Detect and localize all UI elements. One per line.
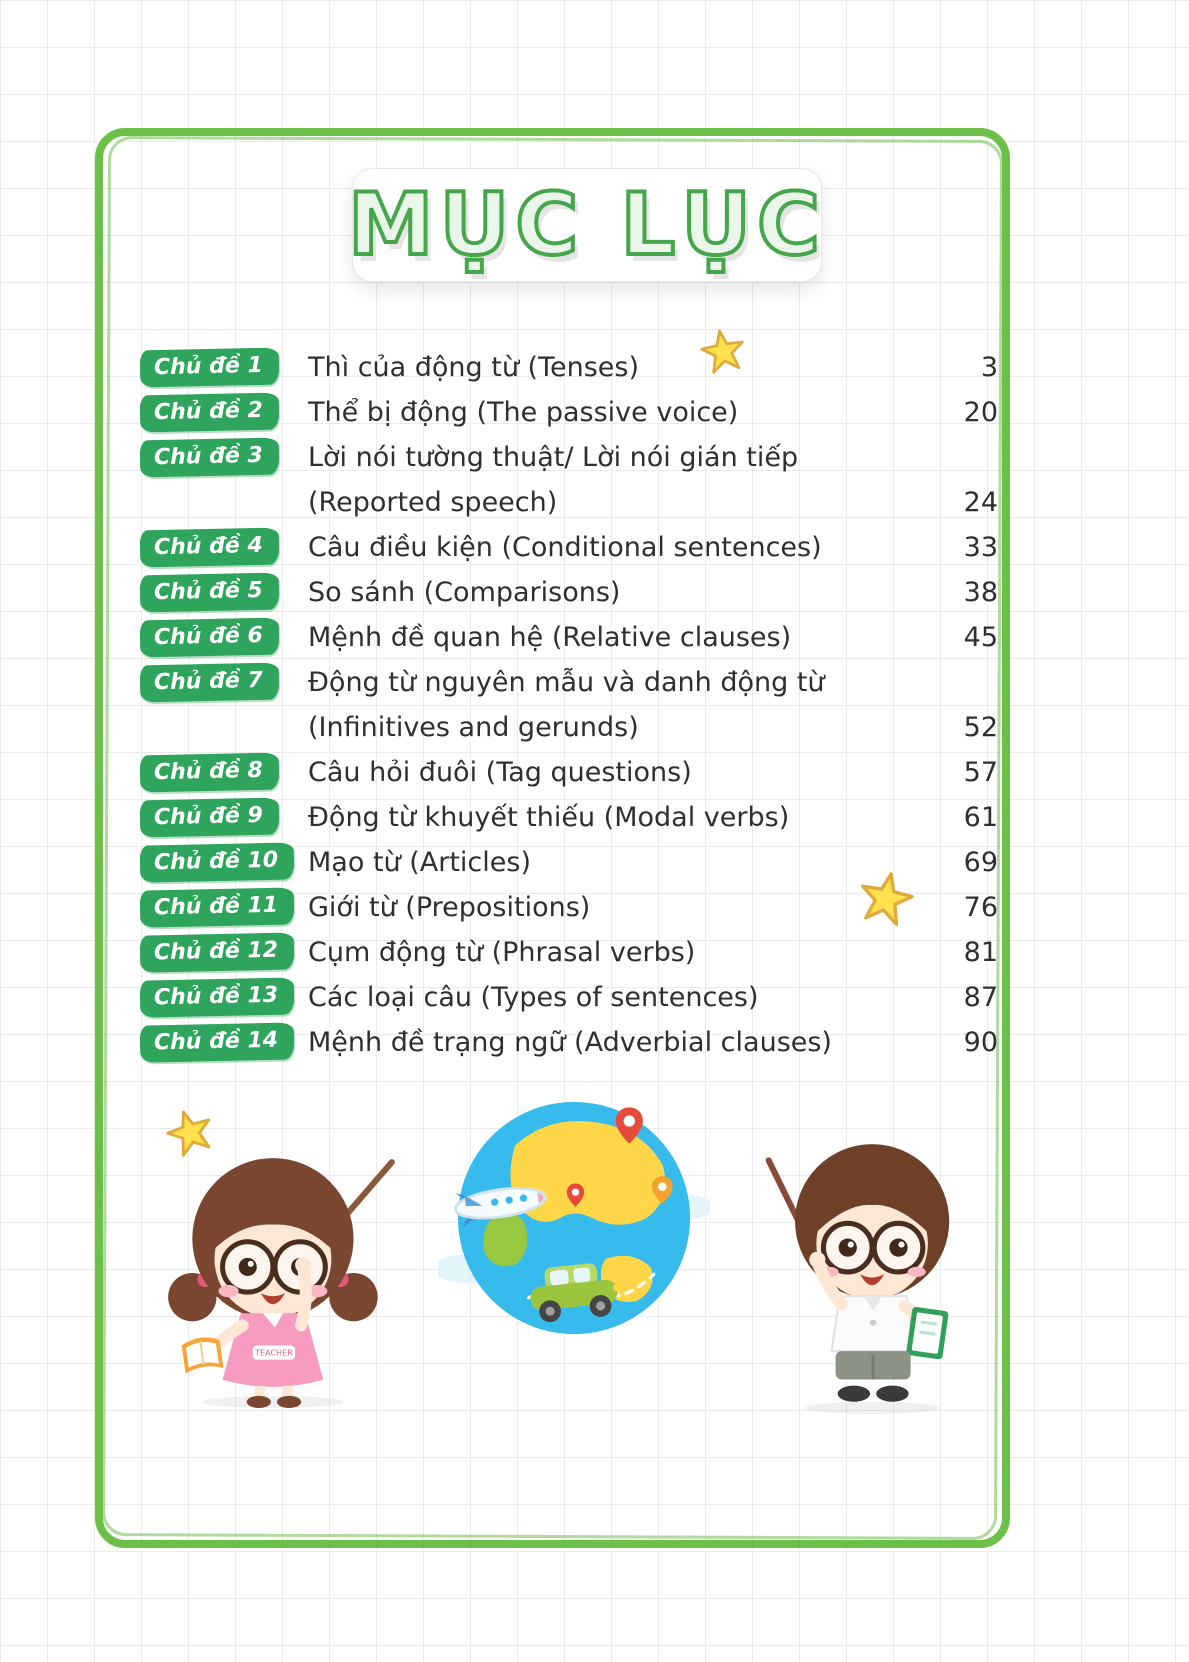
toc-row [140,1020,998,1065]
toc-row [140,975,998,1020]
chapter-page-number: 24 [963,487,998,518]
chapter-badge: Chủ đề 2 [140,393,280,433]
chapter-title: Giới từ (Prepositions) [308,892,591,923]
chapter-title: (Infinitives and gerunds) [308,712,639,743]
page-title: MỤC LỤC [347,175,827,275]
toc-row [140,480,998,525]
chapter-badge: Chủ đề 4 [140,528,280,568]
chapter-badge: Chủ đề 8 [140,753,280,793]
chapter-badge: Chủ đề 12 [140,932,295,972]
book-icon [906,1306,949,1359]
chapter-badge: Chủ đề 1 [140,348,280,388]
boy-teacher-illustration [742,1132,986,1416]
chapter-page-number: 45 [963,622,998,653]
toc-row [140,615,998,660]
book-icon [181,1335,224,1373]
chapter-title: Mệnh đề quan hệ (Relative clauses) [308,622,792,653]
chapter-title: Cụm động từ (Phrasal verbs) [308,937,696,968]
chapter-title: Mạo từ (Articles) [308,847,531,878]
chapter-page-number: 69 [963,847,998,878]
chapter-title: Động từ khuyết thiếu (Modal verbs) [308,802,790,833]
chapter-title: Câu hỏi đuôi (Tag questions) [308,757,692,788]
chapter-badge: Chủ đề 13 [140,977,295,1017]
chapter-page-number: 20 [963,397,998,428]
chapter-badge: Chủ đề 3 [140,438,280,478]
chapter-page-number: 61 [963,802,998,833]
chapter-title: Câu điều kiện (Conditional sentences) [308,532,822,563]
chapter-title: So sánh (Comparisons) [308,577,621,608]
chapter-title: Động từ nguyên mẫu và danh động từ [308,667,825,698]
chapter-page-number: 57 [963,757,998,788]
title-card [347,168,827,282]
chapter-badge: Chủ đề 10 [140,842,295,882]
chapter-title: Thể bị động (The passive voice) [308,397,739,428]
chapter-badge: Chủ đề 5 [140,573,280,613]
toc-row [140,390,998,435]
toc-list [140,345,998,1065]
chapter-badge: Chủ đề 6 [140,618,280,658]
toc-row [140,570,998,615]
toc-row [140,525,998,570]
chapter-title: Lời nói tường thuật/ Lời nói gián tiếp [308,442,799,473]
chapter-page-number: 3 [980,352,998,383]
toc-row [140,705,998,750]
toc-row [140,660,998,705]
chapter-page-number: 90 [963,1027,998,1058]
chapter-title: Thì của động từ (Tenses) [308,352,639,383]
chapter-page-number: 38 [963,577,998,608]
chapter-page-number: 81 [963,937,998,968]
chapter-badge: Chủ đề 14 [140,1022,295,1062]
toc-row [140,795,998,840]
globe-illustration [438,1082,710,1354]
toc-row [140,435,998,480]
toc-row [140,345,998,390]
chapter-page-number: 76 [963,892,998,923]
toc-row [140,930,998,975]
chapter-page-number: 87 [963,982,998,1013]
chapter-page-number: 52 [963,712,998,743]
chapter-badge: Chủ đề 7 [140,663,280,703]
chapter-page-number: 33 [963,532,998,563]
toc-row [140,750,998,795]
chapter-title: Các loại câu (Types of sentences) [308,982,759,1013]
chapter-title: (Reported speech) [308,487,558,518]
girl-teacher-illustration [150,1146,412,1408]
chapter-badge: Chủ đề 11 [140,887,295,927]
chapter-badge: Chủ đề 9 [140,798,280,838]
star-icon [696,324,749,377]
star-icon [853,865,919,931]
dress-tag-label: TEACHER [255,1348,293,1358]
chapter-title: Mệnh đề trạng ngữ (Adverbial clauses) [308,1027,832,1058]
